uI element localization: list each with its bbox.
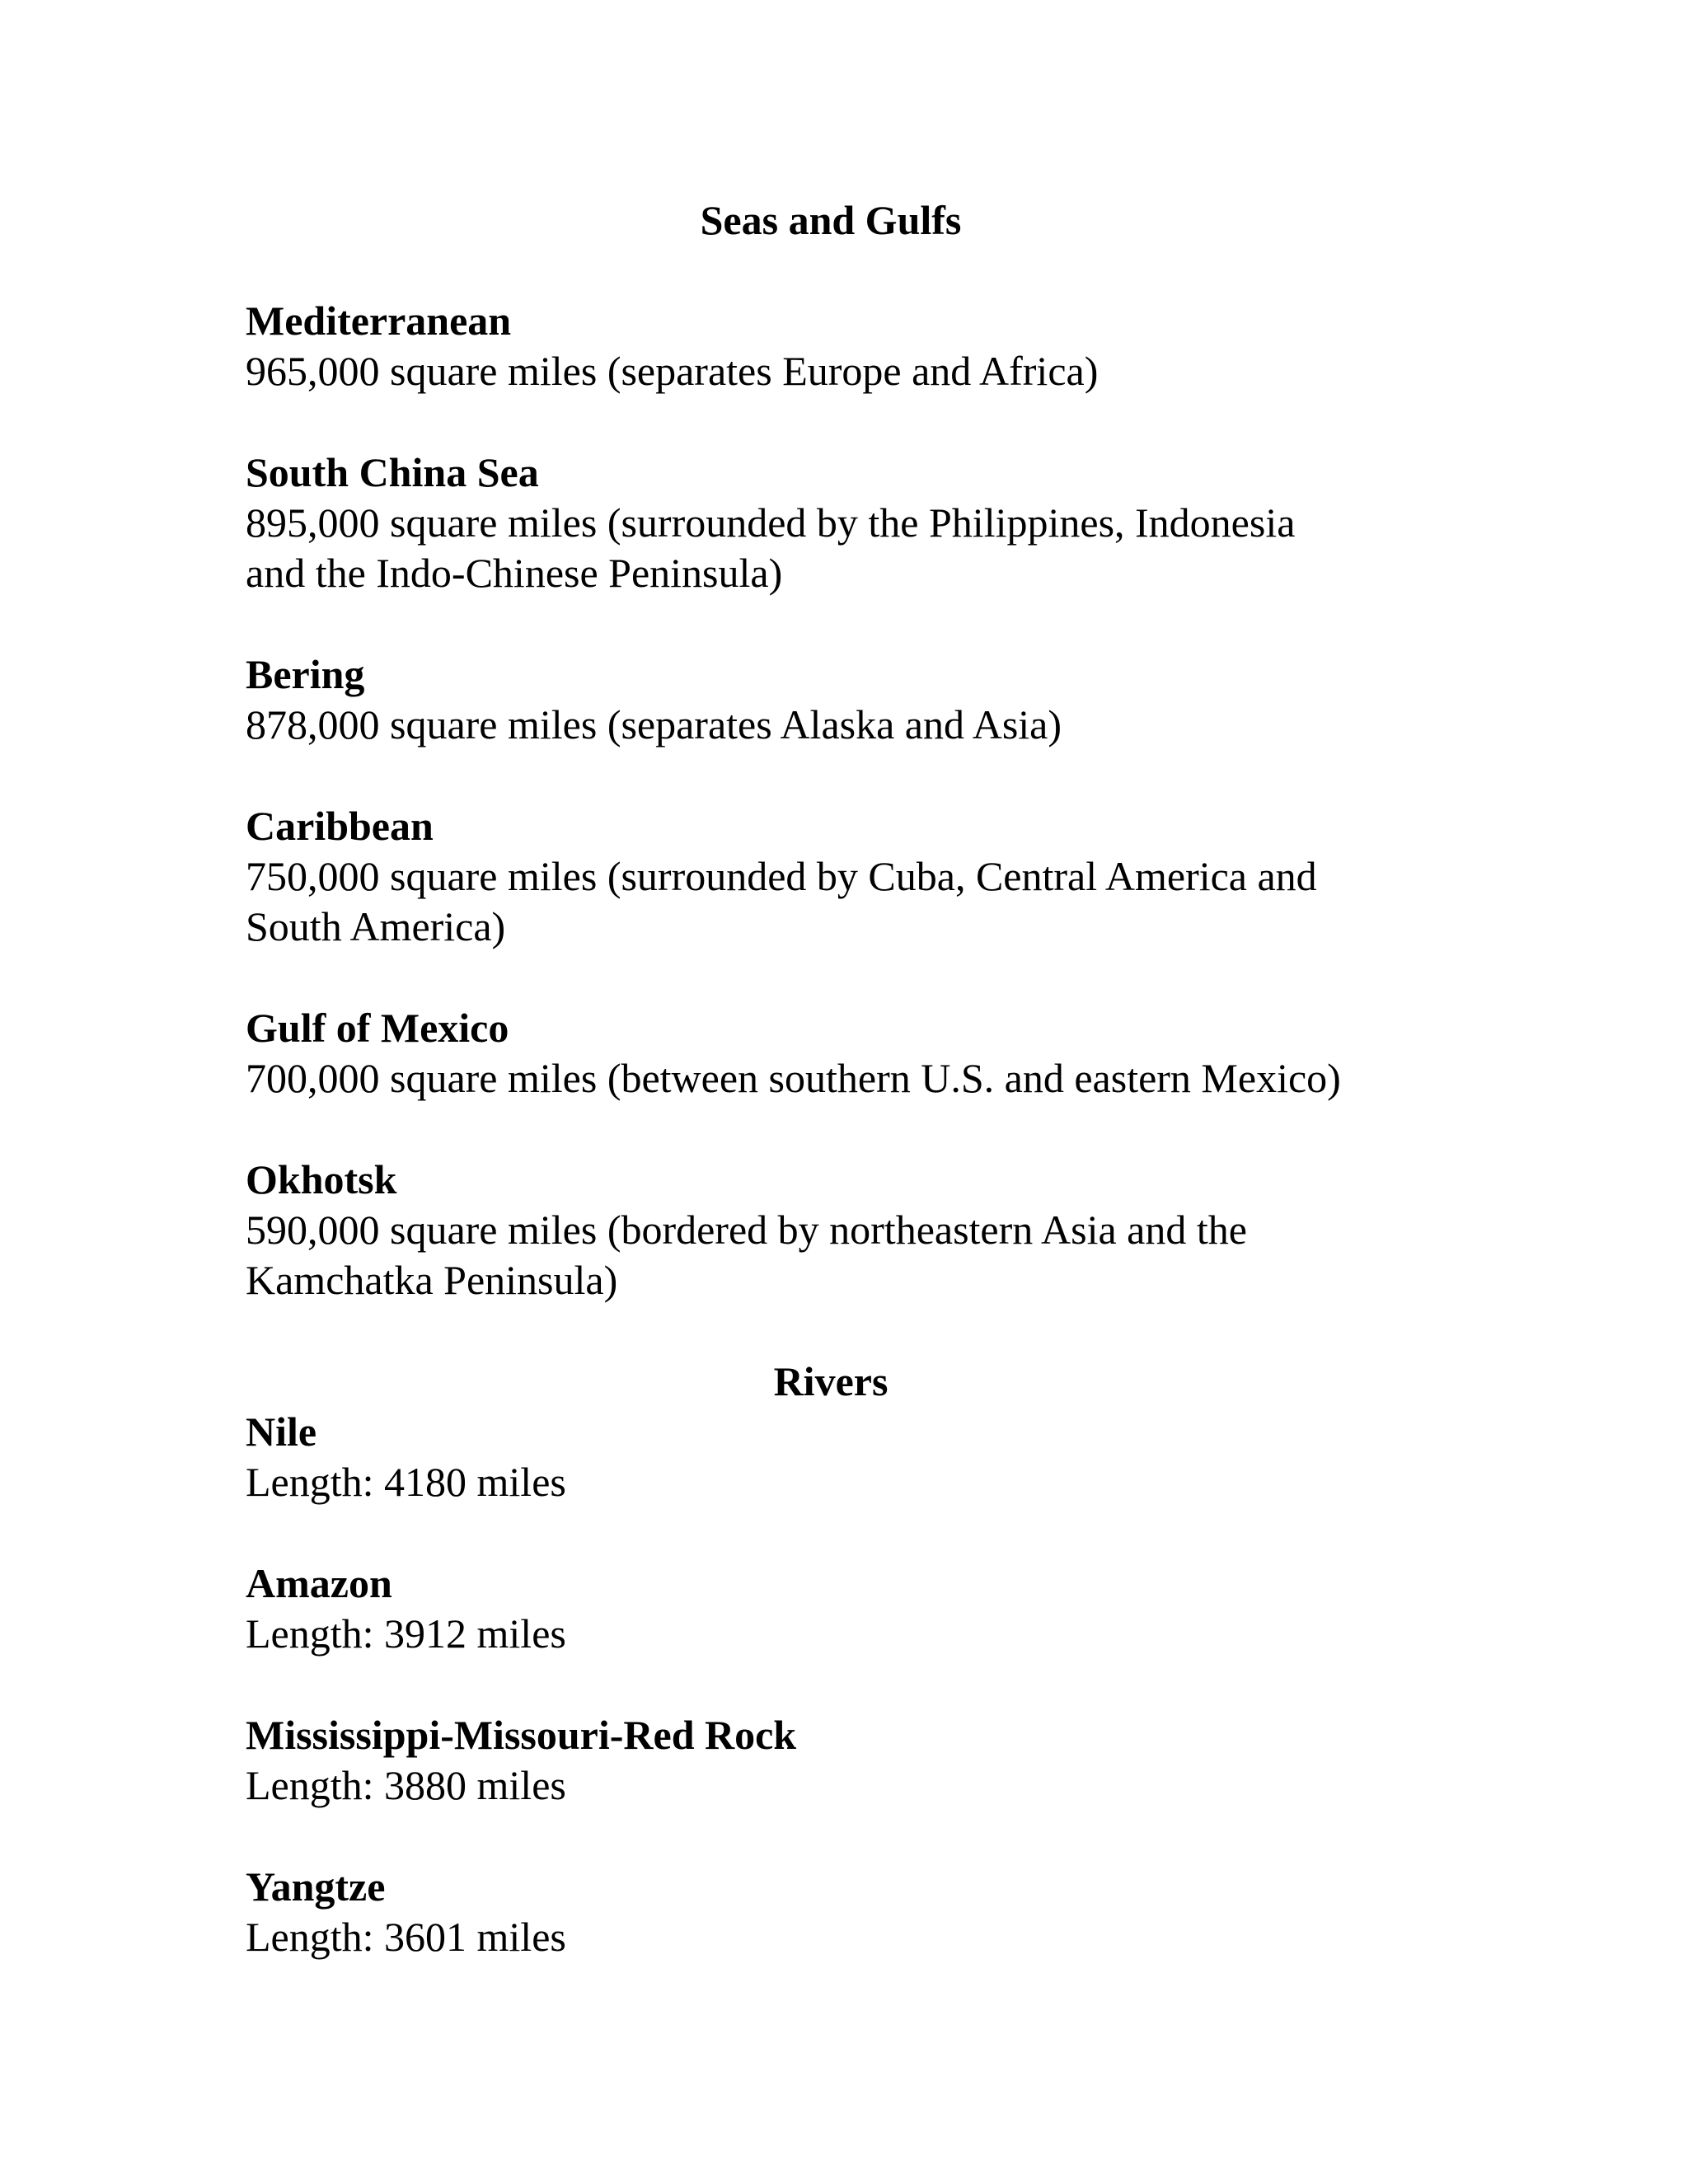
sea-entry-mediterranean <box>246 296 1432 396</box>
entry-name: Yangtze <box>246 1863 386 1910</box>
entry-description-line-2: and the Indo-Chinese Peninsula) <box>246 550 783 596</box>
section-title-rivers: Rivers <box>773 1358 889 1404</box>
river-entry-yangtze <box>246 1862 1432 1962</box>
river-entry-amazon <box>246 1558 1432 1659</box>
entry-name: Okhotsk <box>246 1156 397 1202</box>
entry-description: Length: 3601 miles <box>246 1914 566 1960</box>
section-title-seas: Seas and Gulfs <box>700 197 962 243</box>
entry-description: Length: 3880 miles <box>246 1762 566 1808</box>
sea-entry-okhotsk <box>246 1155 1432 1305</box>
entry-description-line-1: 895,000 square miles (surrounded by the Philippines, Indonesia <box>246 499 1296 546</box>
entry-name: Bering <box>246 651 365 697</box>
entry-name: Nile <box>246 1408 317 1455</box>
entry-name: Mediterranean <box>246 298 512 344</box>
entry-name: Gulf of Mexico <box>246 1005 509 1051</box>
entry-name: Caribbean <box>246 803 434 849</box>
sea-entry-south-china-sea <box>246 448 1432 598</box>
entry-description: 965,000 square miles (separates Europe and Africa) <box>246 348 1099 394</box>
entry-name: South China Sea <box>246 449 539 495</box>
entry-description-line-2: Kamchatka Peninsula) <box>246 1257 618 1303</box>
entry-description-line-1: 750,000 square miles (surrounded by Cuba, Central America and <box>246 853 1317 899</box>
entry-name: Amazon <box>246 1560 392 1606</box>
river-entry-mississippi <box>246 1710 1432 1811</box>
entry-description-line-2: South America) <box>246 903 506 949</box>
sea-entry-caribbean <box>246 801 1432 952</box>
entry-description: 700,000 square miles (between southern U.S. and eastern Mexico) <box>246 1055 1341 1101</box>
river-entry-nile <box>246 1407 1432 1507</box>
entry-description: 878,000 square miles (separates Alaska and Asia) <box>246 701 1062 748</box>
sea-entry-gulf-of-mexico <box>246 1003 1432 1104</box>
entry-description: Length: 3912 miles <box>246 1610 566 1657</box>
entry-name: Mississippi-Missouri-Red Rock <box>246 1712 797 1758</box>
entry-description: Length: 4180 miles <box>246 1459 566 1505</box>
sea-entry-bering <box>246 649 1432 750</box>
entry-description-line-1: 590,000 square miles (bordered by northeastern Asia and the <box>246 1207 1247 1253</box>
